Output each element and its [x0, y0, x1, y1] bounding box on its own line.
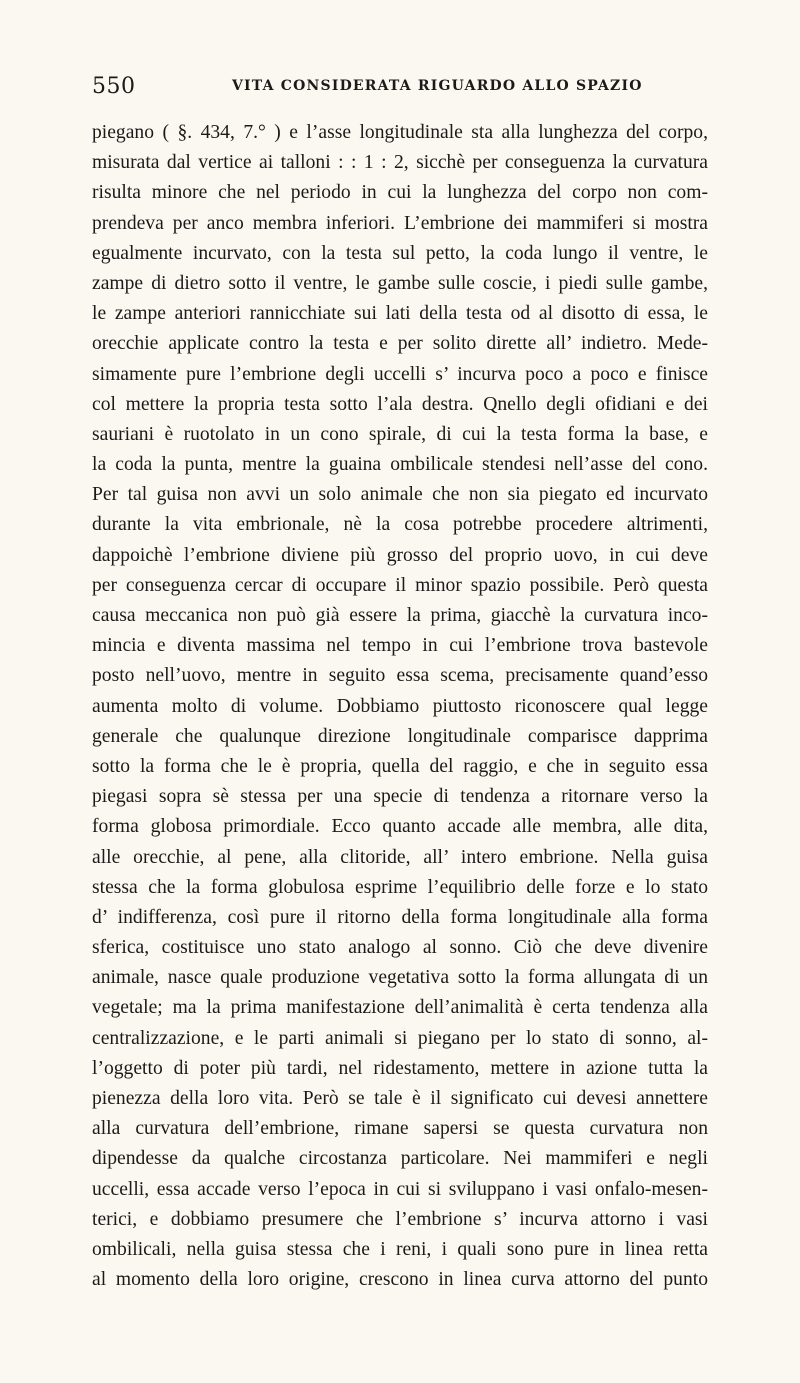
text-line: causa meccanica non può già essere la prima, giacchè la curvatura inco-	[92, 605, 708, 626]
text-line: per conseguenza cercar di occupare il minor spazio possibile. Però questa	[92, 574, 708, 596]
text-line: la coda la punta, mentre la guaina ombilicale stendesi nell’asse del cono.	[92, 454, 708, 476]
text-line: dipendesse da qualche circostanza particolare. Nei mammiferi e negli	[92, 1148, 708, 1170]
text-line: col mettere la propria testa sotto l’ala destra. Qnello degli ofidiani e dei	[92, 393, 708, 415]
text-line: generale che qualunque direzione longitudinale comparisce dapprima	[92, 725, 708, 747]
text-line: posto nell’uovo, mentre in seguito essa scema, precisamente quand’esso	[92, 665, 708, 687]
text-line: stessa che la forma globulosa esprime l’equilibrio delle forze e lo stato	[92, 876, 708, 898]
text-line: forma globosa primordiale. Ecco quanto accade alle membra, alle dita,	[92, 816, 708, 838]
text-line: zampe di dietro sotto il ventre, le gambe sulle coscie, i piedi sulle gambe,	[92, 272, 708, 294]
text-line: l’oggetto di poter più tardi, nel ridestamento, mettere in azione tutta la	[92, 1057, 708, 1079]
text-line: uccelli, essa accade verso l’epoca in cui si sviluppano i vasi onfalo-mesen-	[92, 1178, 708, 1200]
running-head	[92, 74, 708, 104]
text-line: Per tal guisa non avvi un solo animale che non sia piegato ed incurvato	[92, 484, 708, 506]
text-line: prendeva per anco membra inferiori. L’embrione dei mammiferi si mostra	[92, 212, 708, 234]
text-line: egualmente incurvato, con la testa sul petto, la coda lungo il ventre, le	[92, 242, 708, 264]
text-line: sotto la forma che le è propria, quella del raggio, e che in seguito essa	[92, 755, 708, 777]
text-line: ombilicali, nella guisa stessa che i reni, i quali sono pure in linea retta	[92, 1238, 708, 1260]
text-line: sauriani è ruotolato in un cono spirale, di cui la testa forma la base, e	[92, 423, 708, 445]
text-line: durante la vita embrionale, nè la cosa potrebbe procedere altrimenti,	[92, 514, 708, 536]
text-line: vegetale; ma la prima manifestazione dell’animalità è certa tendenza alla	[92, 997, 708, 1019]
text-line: orecchie applicate contro la testa e per solito dirette all’ indietro. Mede-	[92, 333, 708, 355]
text-line: animale, nasce quale produzione vegetativa sotto la forma allungata di un	[92, 967, 708, 989]
text-line: misurata dal vertice ai talloni : : 1 : 2, sicchè per conseguenza la curvatura	[92, 152, 708, 174]
text-line: alle orecchie, al pene, alla clitoride, all’ intero embrione. Nella guisa	[92, 846, 708, 868]
text-line: aumenta molto di volume. Dobbiamo piuttosto riconoscere qual legge	[92, 695, 708, 717]
page-number: 550	[92, 74, 136, 99]
text-line: sferica, costituisce uno stato analogo al sonno. Ciò che deve divenire	[92, 937, 708, 959]
text-line: d’ indifferenza, così pure il ritorno della forma longitudinale alla forma	[92, 906, 708, 928]
text-line: piegano ( §. 434, 7.° ) e l’asse longitudinale sta alla lunghezza del corpo,	[92, 122, 708, 143]
text-line: le zampe anteriori rannicchiate sui lati della testa od al disotto di essa, le	[92, 303, 708, 325]
text-line: centralizzazione, e le parti animali si piegano per lo stato di sonno, al-	[92, 1027, 708, 1049]
text-line: alla curvatura dell’embrione, rimane sapersi se questa curvatura non	[92, 1118, 708, 1140]
body-text	[92, 118, 708, 1295]
text-line: terici, e dobbiamo presumere che l’embrione s’ incurva attorno i vasi	[92, 1208, 708, 1230]
text-line: risulta minore che nel periodo in cui la lunghezza del corpo non com-	[92, 182, 708, 204]
text-line: piegasi sopra sè stessa per una specie di tendenza a ritornare verso la	[92, 786, 708, 808]
running-title: VITA CONSIDERATA RIGUARDO ALLO SPAZIO	[232, 78, 643, 94]
text-line: pienezza della loro vita. Però se tale è il significato cui devesi annettere	[92, 1088, 708, 1109]
text-line: al momento della loro origine, crescono in linea curva attorno del punto	[92, 1269, 708, 1291]
text-line: mincia e diventa massima nel tempo in cui l’embrione trova bastevole	[92, 635, 708, 657]
text-line: dappoichè l’embrione diviene più grosso del proprio uovo, in cui deve	[92, 544, 708, 566]
text-line: simamente pure l’embrione degli uccelli s’ incurva poco a poco e finisce	[92, 363, 708, 385]
